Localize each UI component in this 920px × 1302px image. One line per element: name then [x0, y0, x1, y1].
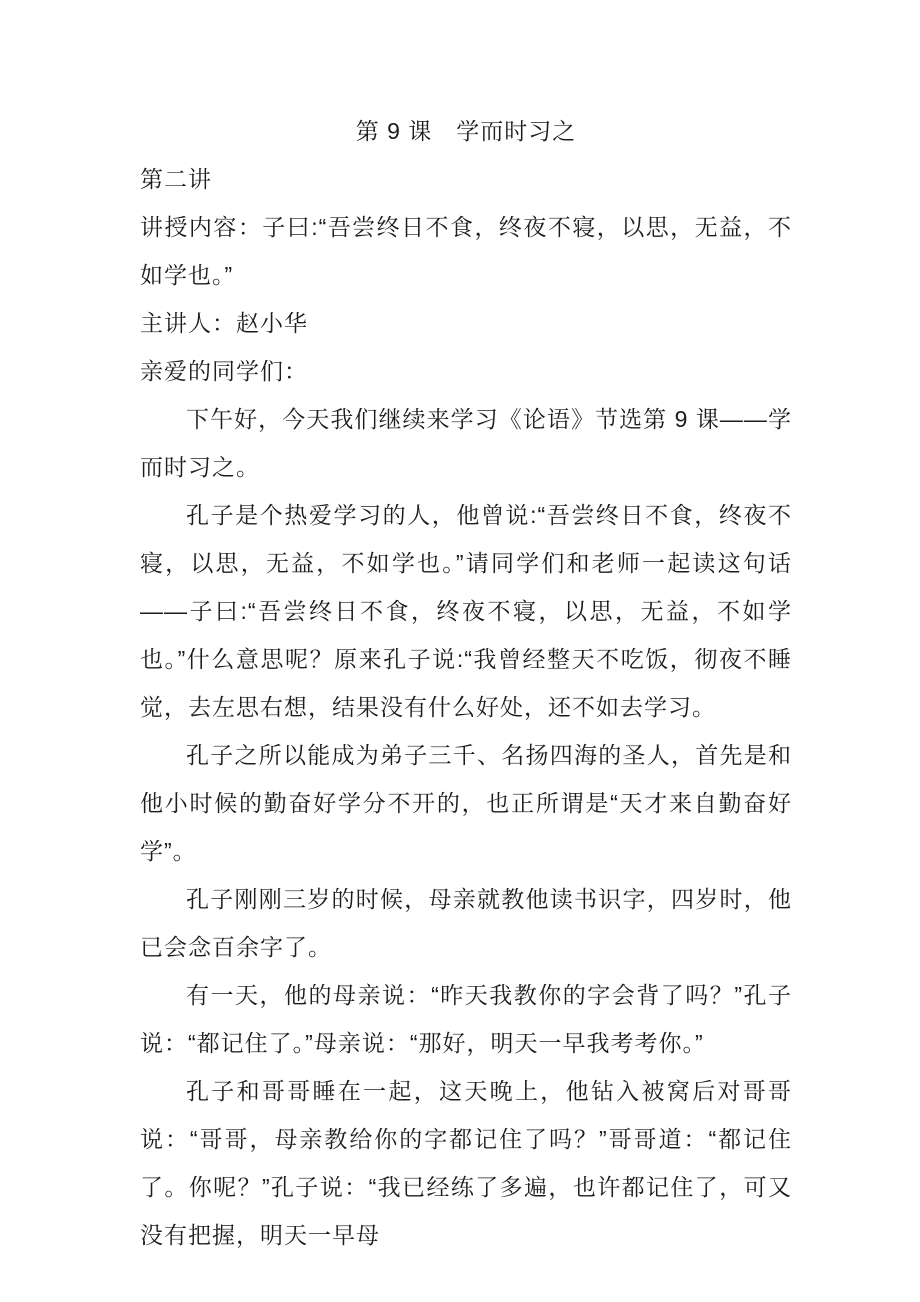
paragraph: 主讲人：赵小华 [140, 310, 308, 336]
paragraph: 孔子刚刚三岁的时候，母亲就教他读书识字，四岁时，他已会念百余字了。 [140, 886, 792, 960]
paragraph: 有一天，他的母亲说：“昨天我教你的字会背了吗？”孔子说：“都记住了。”母亲说：“那好，明天一早我考考你。” [140, 982, 792, 1056]
paragraph: 第二讲 [140, 166, 212, 192]
document-body [140, 155, 792, 1259]
paragraph: 亲爱的同学们： [140, 358, 308, 384]
document-title: 第 9 课 学而时习之 [355, 118, 577, 144]
paragraph: 孔子之所以能成为弟子三千、名扬四海的圣人，首先是和他小时候的勤奋好学分不开的，也正所谓是“天才来自勤奋好学”。 [140, 742, 792, 864]
paragraph: 孔子是个热爱学习的人，他曾说:“吾尝终日不食，终夜不寝，以思，无益，不如学也。”请同学们和老师一起读这句话——子曰:“吾尝终日不食，终夜不寝，以思，无益，不如学也。”什么意思呢？原来孔子说:“我曾经整天不吃饭，彻夜不睡觉，去左思右想，结果没有什么好处，还不如去学习。 [140, 502, 792, 720]
paragraph: 讲授内容：子曰:“吾尝终日不食，终夜不寝，以思，无益，不如学也。” [140, 214, 792, 288]
paragraph: 下午好，今天我们继续来学习《论语》节选第 9 课——学而时习之。 [140, 406, 792, 480]
paragraph: 孔子和哥哥睡在一起，这天晚上，他钻入被窝后对哥哥说：“哥哥，母亲教给你的字都记住了吗？”哥哥道：“都记住了。你呢？”孔子说：“我已经练了多遍，也许都记住了，可又没有把握，明天一早母 [140, 1078, 792, 1248]
